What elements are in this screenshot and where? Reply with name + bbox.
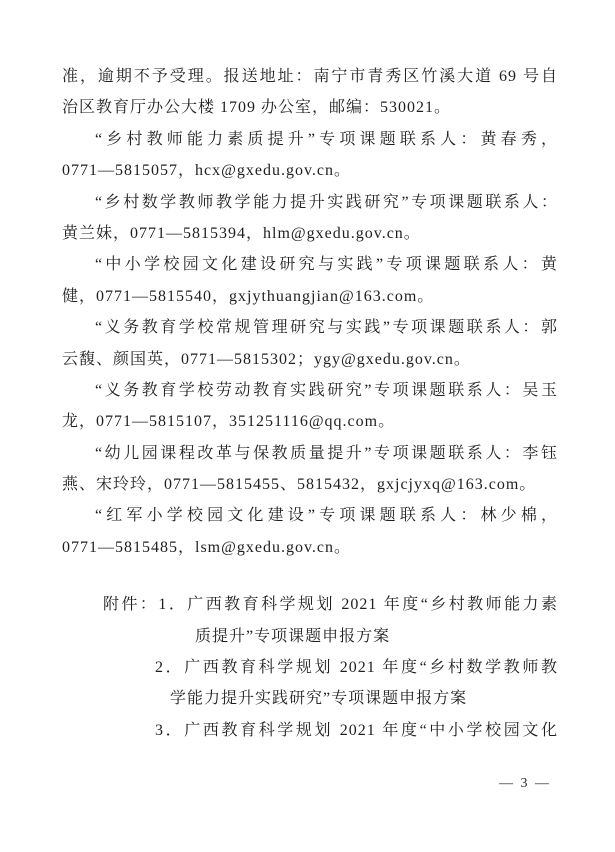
- contact-1-line-1: “乡村教师能力素质提升”专项课题联系人：黄春秀，: [95, 130, 558, 148]
- contact-1-line-2: 0771—5815057，hcx@gxedu.gov.cn。: [62, 162, 352, 180]
- paragraph-contact-rural-teacher: [62, 124, 558, 187]
- attachments-list: [62, 589, 558, 746]
- contact-6-line-2: 燕、宋玲玲，0771—5815455、5815432，gxjcjyxq@163.com。: [62, 476, 537, 494]
- address-line-1: 准，逾期不予受理。报送地址：南宁市青秀区竹溪大道 69 号自: [62, 68, 558, 85]
- paragraph-contact-labor-education: [62, 375, 558, 438]
- paragraph-contact-routine-management: [62, 312, 558, 375]
- document-body: [62, 61, 558, 746]
- contact-4-line-2: 云馥、颜国英，0771—5815302；ygy@gxedu.gov.cn。: [62, 350, 471, 368]
- contact-4-line-1: “义务教育学校常规管理研究与实践”专项课题联系人：郭: [95, 319, 558, 337]
- contact-2-line-2: 黄兰妹，0771—5815394，hlm@gxedu.gov.cn。: [62, 224, 421, 242]
- contact-7-line-2: 0771—5815485，lsm@gxedu.gov.cn。: [62, 538, 352, 556]
- contact-6-line-1: “幼儿园课程改革与保教质量提升”专项课题联系人：李钰: [95, 444, 558, 462]
- attachment-1-line-2: 质提升”专项课题申报方案: [195, 627, 391, 645]
- contact-2-line-1: “乡村数学教师教学能力提升实践研究”专项课题联系人：: [95, 193, 558, 211]
- attachment-2-line-1: 2．广西教育科学规划 2021 年度“乡村数学教师教: [155, 659, 558, 677]
- attachment-2-line-2: 学能力提升实践研究”专项课题申报方案: [170, 690, 468, 708]
- contact-5-line-1: “义务教育学校劳动教育实践研究”专项课题联系人：吴玉: [95, 381, 558, 399]
- paragraph-submission-address: [62, 61, 558, 124]
- contact-3-line-1: “中小学校园文化建设研究与实践”专项课题联系人：黄: [95, 256, 558, 274]
- attachment-3-line-1: 3．广西教育科学规划 2021 年度“中小学校园文化: [155, 721, 558, 739]
- attachment-1-line-1: 附件：1．广西教育科学规划 2021 年度“乡村教师能力素: [103, 596, 558, 614]
- paragraph-contact-rural-math-teacher: [62, 187, 558, 250]
- contact-7-line-1: “红军小学校园文化建设”专项课题联系人：林少棉，: [95, 507, 558, 525]
- page-number: — 3 —: [499, 776, 551, 791]
- contact-5-line-2: 龙，0771—5815107，351251116@qq.com。: [62, 413, 396, 431]
- paragraph-contact-kindergarten: [62, 438, 558, 501]
- paragraph-contact-red-army-school: [62, 500, 558, 563]
- contact-3-line-2: 健，0771—5815540，gxjythuangjian@163.com。: [62, 287, 435, 305]
- paragraph-contact-campus-culture: [62, 249, 558, 312]
- address-line-2: 治区教育厅办公大楼 1709 办公室，邮编：530021。: [62, 99, 452, 117]
